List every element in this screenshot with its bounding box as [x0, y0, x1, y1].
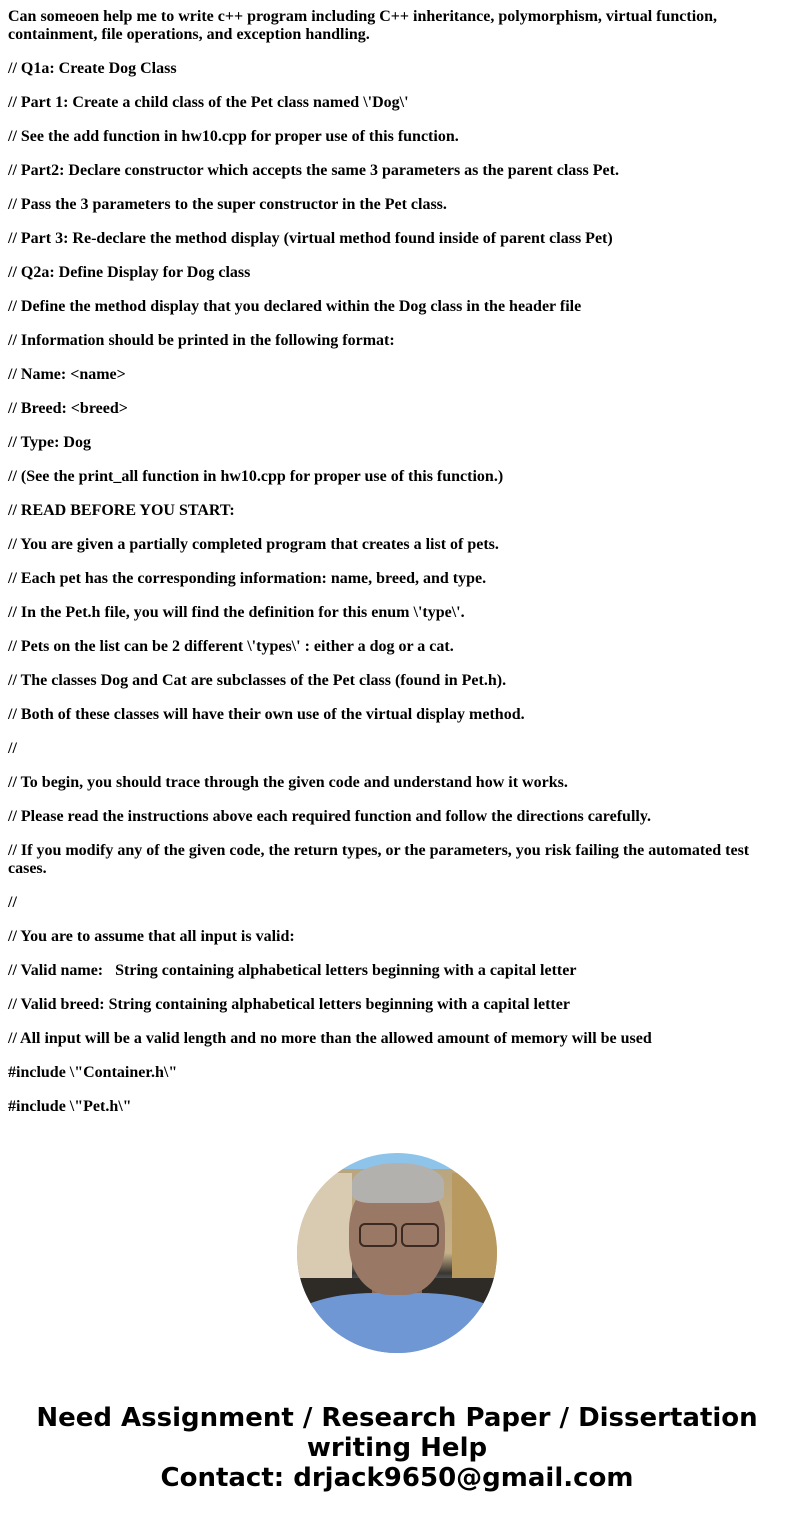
question-body — [8, 8, 778, 1132]
question-line: // — [8, 894, 17, 911]
question-line: // The classes Dog and Cat are subclasses of the Pet class (found in Pet.h). — [8, 672, 507, 689]
question-line: // Please read the instructions above each required function and follow the directions carefully. — [8, 808, 651, 825]
question-line: // See the add function in hw10.cpp for proper use of this function. — [8, 128, 459, 145]
question-line: // Pass the 3 parameters to the super constructor in the Pet class. — [8, 196, 447, 213]
question-line: // Information should be printed in the following format: — [8, 332, 395, 349]
question-line: // Part 1: Create a child class of the Pet class named \'Dog\' — [8, 94, 409, 111]
contact-email: Contact: drjack9650@gmail.com — [160, 1463, 634, 1493]
question-line: // — [8, 740, 17, 757]
question-line: // Part2: Declare constructor which accepts the same 3 parameters as the parent class Pet. — [8, 162, 619, 179]
question-line: // Pets on the list can be 2 different \'types\' : either a dog or a cat. — [8, 638, 454, 655]
contact-banner — [0, 1403, 794, 1493]
question-line: // You are given a partially completed program that creates a list of pets. — [8, 536, 499, 553]
question-line: // Each pet has the corresponding information: name, breed, and type. — [8, 570, 487, 587]
glasses-icon — [359, 1223, 439, 1245]
person-photo-icon — [297, 1153, 497, 1353]
question-line: // Both of these classes will have their own use of the virtual display method. — [8, 706, 525, 723]
question-line: // Type: Dog — [8, 434, 91, 451]
question-line: // (See the print_all function in hw10.cpp for proper use of this function.) — [8, 468, 504, 485]
question-line: // You are to assume that all input is valid: — [8, 928, 295, 945]
question-line: // Part 3: Re-declare the method display (virtual method found inside of parent class Pet) — [8, 230, 613, 247]
question-line: // READ BEFORE YOU START: — [8, 502, 235, 519]
question-line: // In the Pet.h file, you will find the definition for this enum \'type\'. — [8, 604, 465, 621]
help-headline: Need Assignment / Research Paper / Dissertation writing Help — [36, 1403, 758, 1463]
question-line: // If you modify any of the given code, the return types, or the parameters, you risk failing the automated test cases. — [8, 842, 754, 877]
question-line: // Valid breed: String containing alphabetical letters beginning with a capital letter — [8, 996, 570, 1013]
author-avatar — [297, 1153, 497, 1353]
question-line: // To begin, you should trace through the given code and understand how it works. — [8, 774, 568, 791]
question-intro: Can someoen help me to write c++ program including C++ inheritance, polymorphism, virtual function, containment, file operations, and exception handling. — [8, 8, 722, 43]
question-line: // Define the method display that you declared within the Dog class in the header file — [8, 298, 582, 315]
question-line: // Name: <name> — [8, 366, 126, 383]
question-line: // All input will be a valid length and no more than the allowed amount of memory will be used — [8, 1030, 652, 1047]
question-line: // Q1a: Create Dog Class — [8, 60, 177, 77]
question-line: // Breed: <breed> — [8, 400, 128, 417]
question-line: #include \"Container.h\" — [8, 1064, 178, 1081]
question-line: // Valid name: String containing alphabetical letters beginning with a capital letter — [8, 962, 577, 979]
question-line: // Q2a: Define Display for Dog class — [8, 264, 251, 281]
question-line: #include \"Pet.h\" — [8, 1098, 132, 1115]
